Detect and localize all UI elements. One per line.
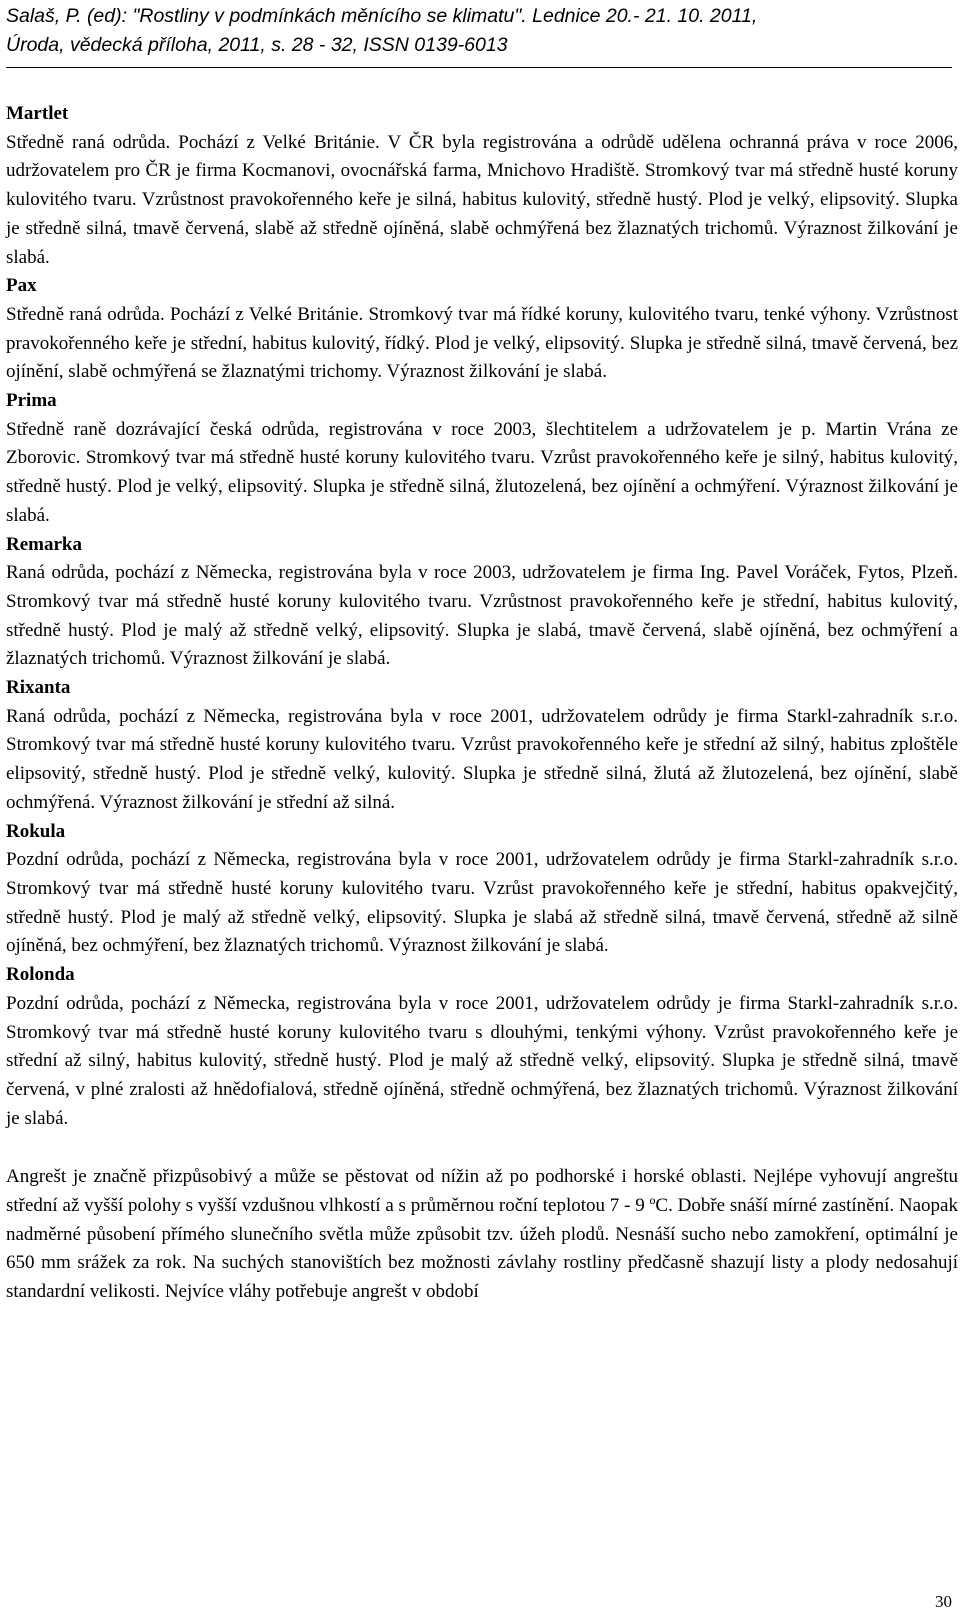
variety-description: Pozdní odrůda, pochází z Německa, registrována byla v roce 2001, udržovatelem odrůdy je firma Starkl-zahradník s.r.o. Stromkový tvar má středně husté koruny kulovitého tvaru. Vzrůst pravokořenného keře je střední, habitus opakvejčitý, středně hustý. Plod je malý až středně velký, elipsovitý. Slupka je slabá až středně silná, tmavě červená, středně až silně ojíněná, bez ochmýření, bez žlaznatých trichomů. Výraznost žilkování je slabá. <box>6 849 958 957</box>
variety-section-rokula <box>6 818 958 962</box>
variety-description: Středně raně dozrávající česká odrůda, registrována v roce 2003, šlechtitelem a udržovatelem je p. Martin Vrána ze Zborovic. Stromkový tvar má středně husté koruny kulovitého tvaru. Vzrůst pravokořenného keře je silný, habitus kulovitý, středně hustý. Plod je velký, elipsovitý. Slupka je středně silná, žlutozelená, bez ojínění a ochmýření. Výraznost žilkování je slabá. <box>6 418 958 526</box>
citation-line-2: Úroda, vědecká příloha, 2011, s. 28 - 32, ISSN 0139-6013 <box>6 34 508 56</box>
variety-heading: Remarka <box>6 533 82 555</box>
variety-description: Středně raná odrůda. Pochází z Velké Británie. Stromkový tvar má řídké koruny, kulovitého tvaru, tenké výhony. Vzrůstnost pravokořenného keře je střední, habitus kulovitý, řídký. Plod je velký, elipsovitý. Slupka je středně silná, tmavě červená, bez ojínění, slabě ochmýřená se žlaznatými trichomy. Výraznost žilkování je slabá. <box>6 303 958 383</box>
variety-description: Středně raná odrůda. Pochází z Velké Británie. V ČR byla registrována a odrůdě udělena ochranná práva v roce 2006, udržovatelem pro ČR je firma Kocmanovi, ovocnářská farma, Mnichovo Hradiště. Stromkový tvar má středně husté koruny kulovitého tvaru. Vzrůstnost pravokořenného keře je silná, habitus kulovitý, středně hustý. Plod je velký, elipsovitý. Slupka je středně silná, tmavě červená, slabě až středně ojíněná, slabě ochmýřená bez žlaznatých trichomů. Výraznost žilkování je slabá. <box>6 131 958 268</box>
variety-description: Raná odrůda, pochází z Německa, registrována byla v roce 2001, udržovatelem odrůdy je firma Starkl-zahradník s.r.o. Stromkový tvar má středně husté koruny kulovitého tvaru. Vzrůst pravokořenného keře je střední až silný, habitus zploštěle elipsovitý, středně hustý. Plod je středně velký, kulovitý. Slupka je středně silná, žlutá až žlutozelená, bez ojínění, slabě ochmýřená. Výraznost žilkování je střední až silná. <box>6 705 958 813</box>
closing-paragraph: Angrešt je značně přizpůsobivý a může se pěstovat od nížin až po podhorské i horské oblasti. Nejlépe vyhovují angreštu střední až vyšší polohy s vyšší vzdušnou vlhkostí a s průměrnou roční teplotou 7 - 9 ºC. Dobře snáší mírné zastínění. Naopak nadměrné působení přímého slunečního světla může způsobit tzv. úžeh plodů. Nesnáší sucho nebo zamokření, optimální je 650 mm srážek za rok. Na suchých stanovištích bez možnosti závlahy rostliny předčasně shazují listy a plody nedosahují standardní velikosti. Nejvíce vláhy potřebuje angrešt v období <box>6 1166 958 1303</box>
paragraph-spacer <box>6 1133 958 1163</box>
variety-heading: Rixanta <box>6 677 71 699</box>
citation-line-1: Salaš, P. (ed): "Rostliny v podmínkách měnícího se klimatu". Lednice 20.- 21. 10. 2011, <box>6 5 758 27</box>
variety-heading: Rokula <box>6 820 66 842</box>
variety-section-rixanta <box>6 674 958 818</box>
variety-section-prima <box>6 387 958 531</box>
page-number: 30 <box>935 1592 952 1611</box>
variety-section-martlet <box>6 100 958 272</box>
variety-heading: Rolonda <box>6 964 75 986</box>
header-divider <box>6 67 952 68</box>
variety-description: Pozdní odrůda, pochází z Německa, registrována byla v roce 2001, udržovatelem odrůdy je firma Starkl-zahradník s.r.o. Stromkový tvar má středně husté koruny kulovitého tvaru s dlouhými, tenkými výhony. Vzrůst pravokořenného keře je střední až silný, habitus kulovitý, středně hustý. Plod je malý až středně velký, elipsovitý. Slupka je středně silná, tmavě červená, v plné zralosti až hnědofialová, středně ojíněná, středně ochmýřená, bez žlaznatých trichomů. Výraznost žilkování je slabá. <box>6 992 958 1129</box>
citation-header <box>6 2 956 60</box>
variety-section-pax <box>6 272 958 387</box>
article-body <box>6 100 958 1307</box>
variety-section-rolonda <box>6 961 958 1133</box>
variety-heading: Prima <box>6 390 57 412</box>
variety-heading: Pax <box>6 275 37 297</box>
variety-description: Raná odrůda, pochází z Německa, registrována byla v roce 2003, udržovatelem je firma Ing. Pavel Voráček, Fytos, Plzeň. Stromkový tvar má středně husté koruny kulovitého tvaru. Vzrůstnost pravokořenného keře je střední, habitus kulovitý, středně hustý. Plod je malý až středně velký, elipsovitý. Slupka je slabá, tmavě červená, slabě ojíněná, bez ochmýření a žlaznatých trichomů. Výraznost žilkování je slabá. <box>6 562 958 670</box>
variety-section-remarka <box>6 531 958 675</box>
variety-heading: Martlet <box>6 103 69 124</box>
